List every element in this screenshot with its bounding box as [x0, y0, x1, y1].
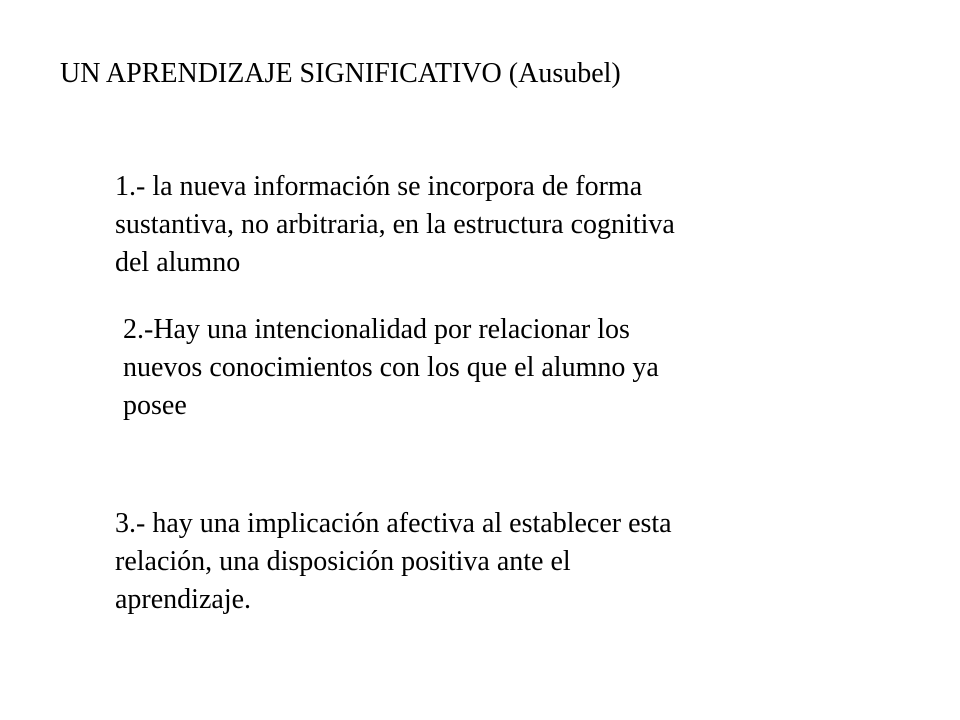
- point-1-line-1: 1.- la nueva información se incorpora de forma: [115, 171, 643, 202]
- point-1-line-3: del alumno: [115, 247, 241, 278]
- point-3: [115, 505, 672, 619]
- point-3-line-3: aprendizaje.: [115, 584, 252, 615]
- point-2-line-3: posee: [123, 390, 187, 421]
- point-1-line-2: sustantiva, no arbitraria, en la estructura cognitiva: [115, 209, 675, 240]
- point-3-line-1: 3.- hay una implicación afectiva al establecer esta: [115, 508, 672, 539]
- point-2: [123, 311, 659, 425]
- point-1: [115, 168, 675, 282]
- point-2-line-1: 2.-Hay una intencionalidad por relacionar los: [123, 314, 630, 345]
- point-3-line-2: relación, una disposición positiva ante el: [115, 546, 571, 577]
- point-2-line-2: nuevos conocimientos con los que el alumno ya: [123, 352, 659, 383]
- slide-title: UN APRENDIZAJE SIGNIFICATIVO (Ausubel): [60, 58, 621, 89]
